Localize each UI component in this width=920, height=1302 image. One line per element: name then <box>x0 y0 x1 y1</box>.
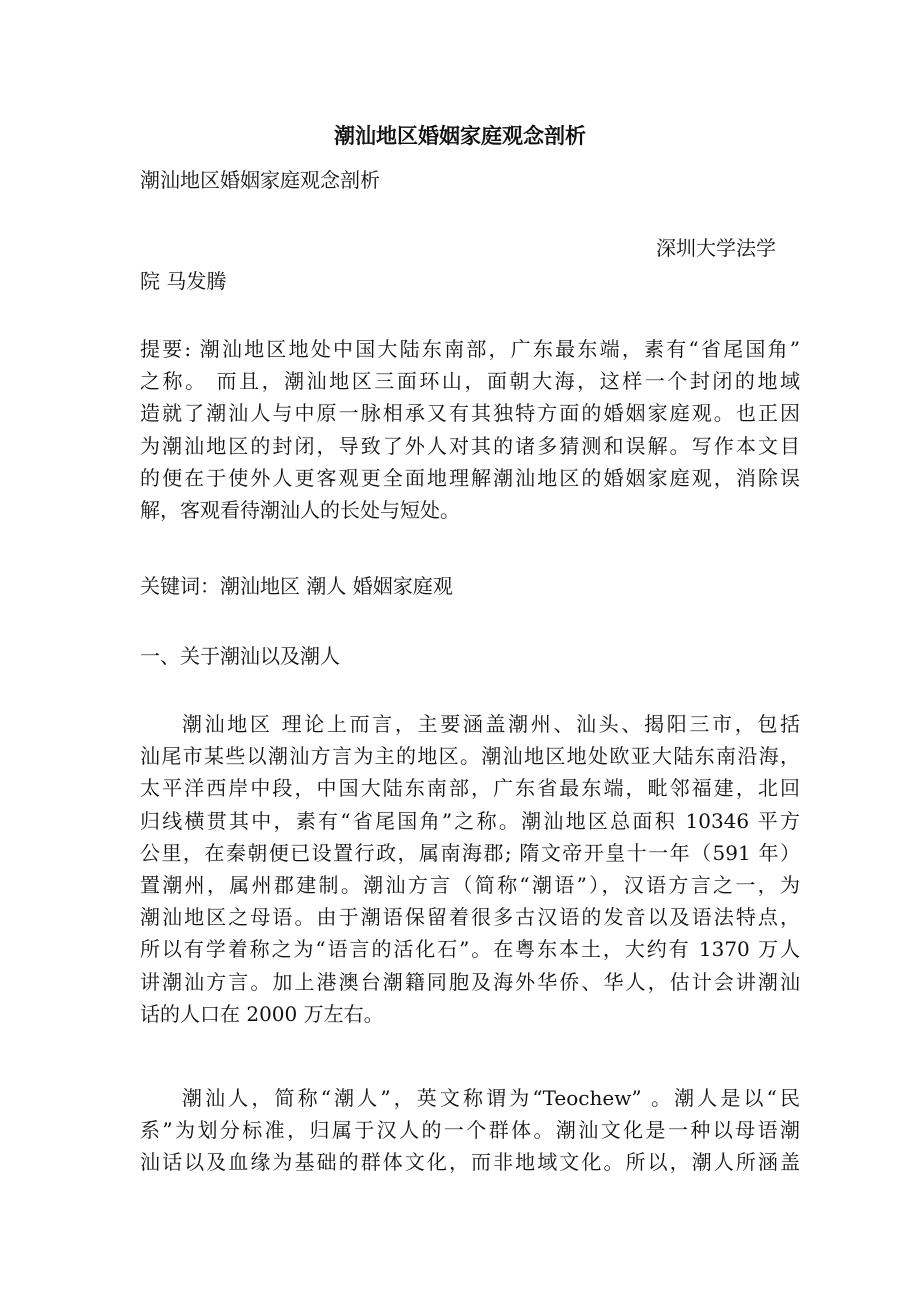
keywords-line: 关键词：潮汕地区 潮人 婚姻家庭观 <box>140 574 453 598</box>
abstract-paragraph <box>140 333 800 526</box>
document-title: 潮汕地区婚姻家庭观念剖析 <box>334 123 586 148</box>
abstract-line: 的便在于使外人更客观更全面地理解潮汕地区的婚姻家庭观，消除误 <box>140 465 800 490</box>
abstract-line: 之称。 而且，潮汕地区三面环山，面朝大海，这样一个封闭的地域 <box>140 369 800 394</box>
body-line: 潮汕地区之母语。由于潮语保留着很多古汉语的发音以及语法特点， <box>140 905 800 930</box>
body-line: 系”为划分标准，归属于汉人的一个群体。潮汕文化是一种以母语潮 <box>140 1118 800 1143</box>
body-line: 归线横贯其中，素有“省尾国角”之称。潮汕地区总面积 10346 平方 <box>140 808 800 833</box>
section-heading: 一、关于潮汕以及潮人 <box>140 644 340 668</box>
abstract-line: 提要: 潮汕地区地处中国大陆东南部，广东最东端，素有“省尾国角” <box>140 337 800 361</box>
body-paragraph-2 <box>140 1082 800 1179</box>
abstract-line: 为潮汕地区的封闭，导致了外人对其的诸多猜测和误解。写作本文目 <box>140 433 800 458</box>
body-line: 讲潮汕方言。加上港澳台潮籍同胞及海外华侨、华人，估计会讲潮汕 <box>140 969 800 994</box>
body-paragraph-1 <box>140 708 800 1030</box>
document-subtitle: 潮汕地区婚姻家庭观念剖析 <box>140 168 380 192</box>
body-line: 潮汕地区 理论上而言，主要涵盖潮州、汕头、揭阳三市，包括 <box>182 712 800 736</box>
body-line: 潮汕人，简称“潮人”，英文称谓为“Teochew” 。潮人是以“民 <box>182 1086 800 1110</box>
body-line: 汕尾市某些以潮汕方言为主的地区。潮汕地区地处欧亚大陆东南沿海， <box>140 744 800 769</box>
body-line: 太平洋西岸中段，中国大陆东南部，广东省最东端，毗邻福建，北回 <box>140 776 800 801</box>
body-line: 置潮州，属州郡建制。潮汕方言（简称“潮语”），汉语方言之一，为 <box>140 873 800 898</box>
affiliation-line-2: 院 马发腾 <box>140 269 227 293</box>
abstract-line: 造就了潮汕人与中原一脉相承又有其独特方面的婚姻家庭观。也正因 <box>140 401 800 426</box>
body-line: 公里，在秦朝便已设置行政，属南海郡; 隋文帝开皇十一年（591 年） <box>140 840 800 865</box>
body-line: 所以有学着称之为“语言的活化石”。在粤东本土，大约有 1370 万人 <box>140 937 800 962</box>
affiliation-line-1: 深圳大学法学 <box>656 236 776 260</box>
abstract-line: 解，客观看待潮汕人的长处与短处。 <box>140 498 460 523</box>
body-line: 话的人口在 2000 万左右。 <box>140 1001 384 1026</box>
body-line: 汕话以及血缘为基础的群体文化，而非地域文化。所以，潮人所涵盖 <box>140 1150 800 1175</box>
